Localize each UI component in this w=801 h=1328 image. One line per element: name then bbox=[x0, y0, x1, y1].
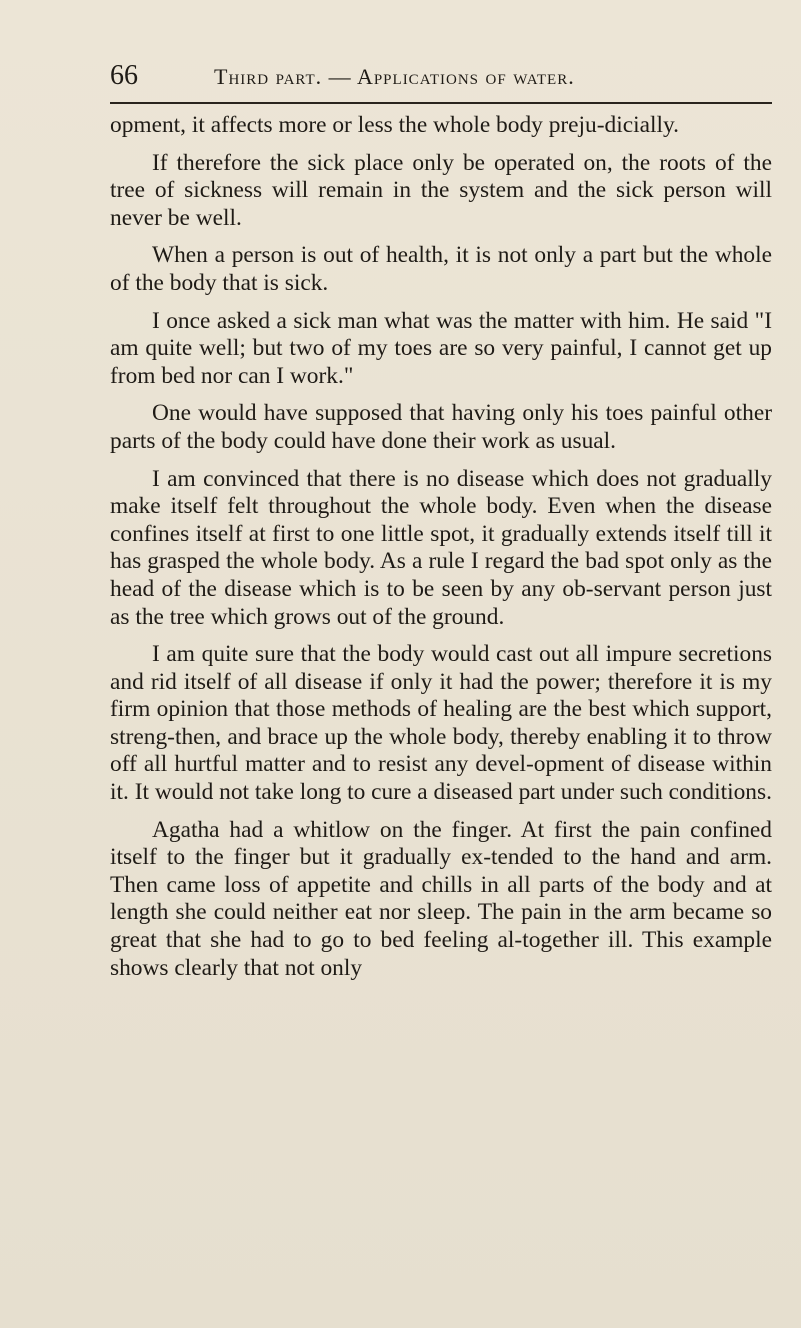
paragraph: Agatha had a whitlow on the finger. At first the pain confined itself to the finger but it gradually ex-tended to the hand and arm. Then came loss of appetite and chills in all parts of the body and at length she could neither eat nor sleep. The pain in the arm became so great that she had to go to bed feeling al-together ill. This example shows clearly that not only bbox=[110, 816, 772, 981]
page-number: 66 bbox=[110, 60, 138, 91]
paragraph: If therefore the sick place only be operated on, the roots of the tree of sickness will remain in the system and the sick person will never be well. bbox=[110, 149, 772, 231]
paragraph: I am convinced that there is no disease which does not gradually make itself felt throughout the whole body. Even when the disease confines itself at first to one little spot, it gradually extends itself till it has grasped the whole body. As a rule I regard the bad spot only as the head of the disease which is to be seen by any ob-servant person just as the tree which grows out of the ground. bbox=[110, 465, 772, 630]
running-title: Third part. — Applications of water. bbox=[214, 64, 575, 89]
paragraph: One would have supposed that having only his toes painful other parts of the body could have done their work as usual. bbox=[110, 400, 772, 454]
paragraph: I once asked a sick man what was the matter with him. He said "I am quite well; but two of my toes are so very painful, I cannot get up from bed nor can I work." bbox=[110, 307, 772, 389]
body-text bbox=[110, 112, 772, 992]
running-header bbox=[110, 60, 772, 104]
paragraph-continuation: opment, it affects more or less the whole body preju-dicially. bbox=[110, 112, 680, 138]
paragraph: I am quite sure that the body would cast out all impure secretions and rid itself of all disease if only it had the power; therefore it is my firm opinion that those methods of healing are the best which support, streng-then, and brace up the whole body, thereby enabling it to throw off all hurtful matter and to resist any devel-opment of disease within it. It would not take long to cure a diseased part under such conditions. bbox=[110, 641, 772, 806]
paragraph: When a person is out of health, it is not only a part but the whole of the body that is sick. bbox=[110, 242, 772, 296]
